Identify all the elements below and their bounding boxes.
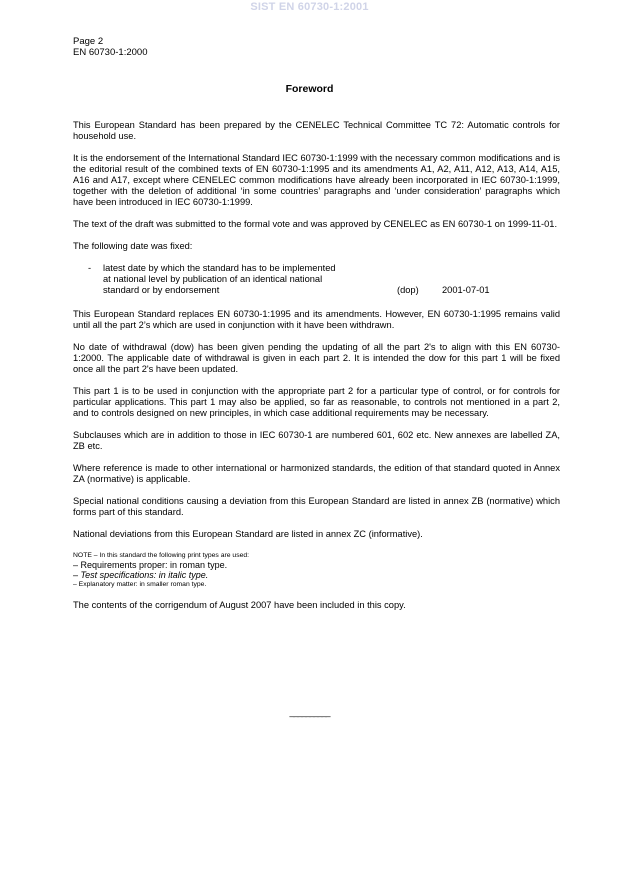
note-heading: NOTE – In this standard the following print types are used: [73, 552, 250, 559]
paragraph-national-deviations: National deviations from this European Standard are listed in annex ZC (informative). [73, 529, 423, 539]
note-explanatory: – Explanatory matter: in smaller roman type. [73, 581, 207, 588]
paragraph-replaces: This European Standard replaces EN 60730-1:1995 and its amendments. However, EN 60730-1:1995 remains valid until all the part 2’s which are used in conjunction with it have been withdrawn. [73, 309, 560, 330]
date-item-line: latest date by which the standard has to be implemented [103, 263, 336, 273]
paragraph-draft-vote: The text of the draft was submitted to the formal vote and was approved by CENELEC as EN 60730-1 on 1999-11-01. [73, 219, 558, 229]
date-item-date: 2001-07-01 [442, 285, 490, 295]
paragraph-references: Where reference is made to other international or harmonized standards, the edition of that standard quoted in Annex ZA (normative) is applicable. [73, 463, 560, 484]
foreword-body [73, 120, 560, 622]
paragraph-endorsement: It is the endorsement of the International Standard IEC 60730-1:1999 with the necessary common modifications and is the editorial result of the combined texts of EN 60730-1:1995 and its amendments A1, A2, A11, A12, A13, A14, A15, A16 and A17, except where CENELEC common modifications have already been incorporated in IEC 60730-1:1999, together with the deletion of additional ‘in some countries’ paragraphs and ‘under consideration’ paragraphs which have been introduced in IEC 60730-1:1999. [73, 153, 560, 207]
paragraph-withdrawal: No date of withdrawal (dow) has been given pending the updating of all the part 2's to align with this EN 60730-1:2000. The applicable date of withdrawal is given in each part 2. It is intended the dow for this part 1 will be fixed once all the part 2's have been updated. [73, 342, 560, 374]
page-title: Foreword [285, 83, 334, 95]
page-number: Page 2 [73, 36, 104, 47]
note-requirements: – Requirements proper: in roman type. [73, 560, 228, 570]
note-test-specifications: – Test specifications: in italic type. [73, 570, 209, 580]
paragraph-subclauses: Subclauses which are in addition to those in IEC 60730-1 are numbered 601, 602 etc. New annexes are labelled ZA, ZB etc. [73, 430, 560, 451]
watermark: SIST EN 60730-1:2001 [250, 1, 369, 13]
date-item-line: standard or by endorsement [103, 285, 220, 295]
paragraph-special-conditions: Special national conditions causing a deviation from this European Standard are listed in annex ZB (normative) which forms part of this standard. [73, 496, 560, 517]
date-item [73, 263, 560, 298]
date-item-description [103, 263, 403, 296]
paragraph-prepared-by: This European Standard has been prepared by the CENELEC Technical Committee TC 72: Automatic controls for household use. [73, 120, 560, 141]
document-id: EN 60730-1:2000 [73, 47, 148, 58]
end-mark: __________ [289, 707, 330, 717]
paragraph-corrigendum: The contents of the corrigendum of August 2007 have been included in this copy. [73, 600, 406, 610]
print-types-note [73, 551, 560, 589]
date-item-code: (dop) [397, 285, 419, 295]
date-item-line: at national level by publication of an identical national [103, 274, 323, 284]
paragraph-date-fixed: The following date was fixed: [73, 241, 193, 251]
page-header [73, 36, 147, 58]
paragraph-part-1-usage: This part 1 is to be used in conjunction with the appropriate part 2 for a particular type of control, or for controls for particular applications. This part 1 may also be applied, so far as reasonable, to controls not mentioned in a part 2, and to controls designed on new principles, in which case additional requirements may be necessary. [73, 386, 560, 418]
list-dash: - [88, 263, 92, 273]
